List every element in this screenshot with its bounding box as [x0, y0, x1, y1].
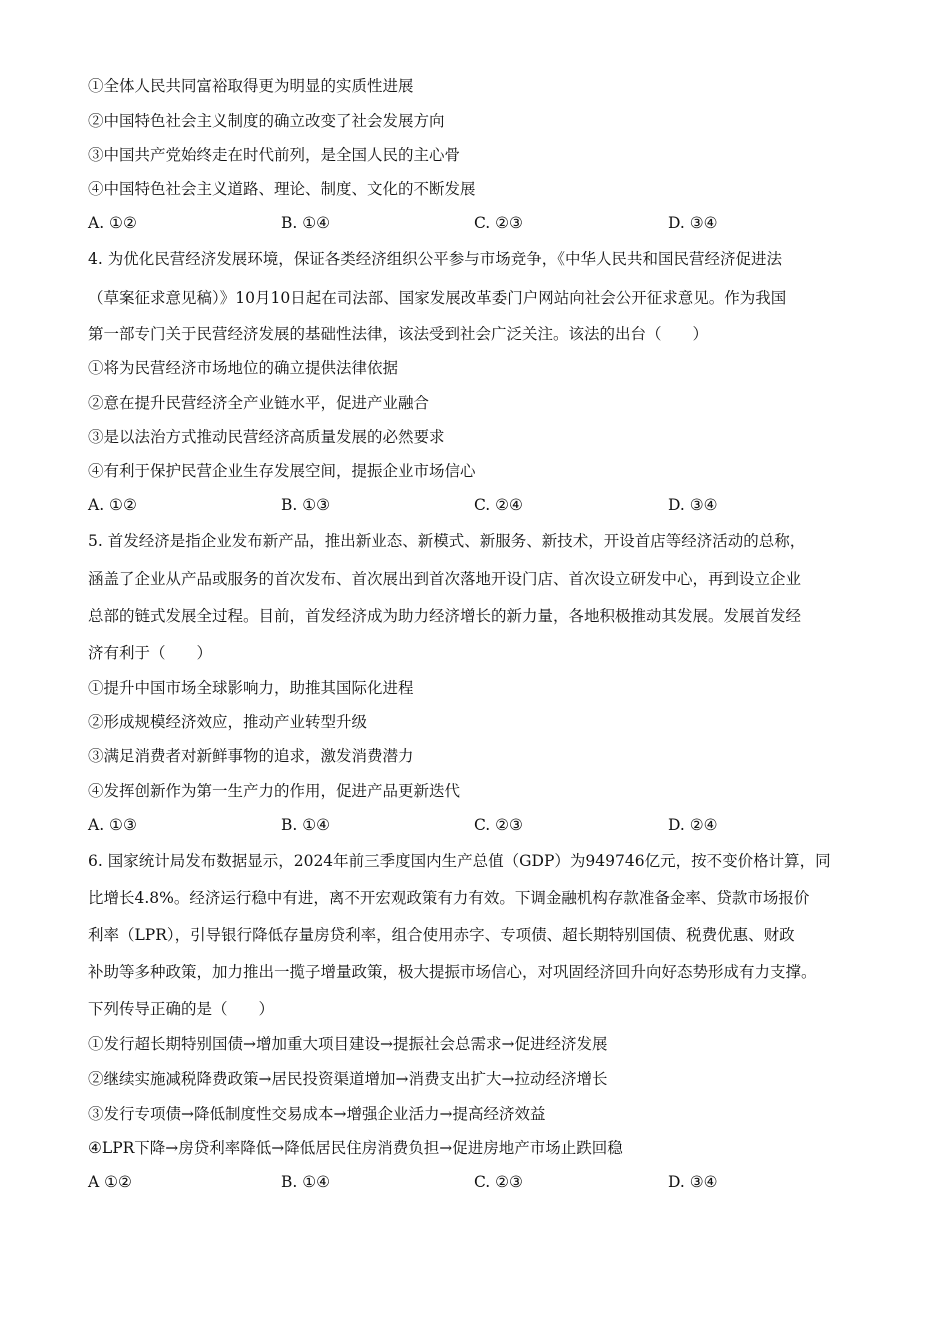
q6-stem-3: 利率（LPR），引导银行降低存量房贷利率，组合使用赤字、专项债、超长期特别国债、税费优惠、财政: [88, 926, 795, 944]
q4-options: [88, 495, 878, 515]
q5-option-c: C. ②③: [474, 816, 523, 834]
q4-stem-3: 第一部专门关于民营经济发展的基础性法律，该法受到社会广泛关注。该法的出台（ ）: [88, 325, 709, 343]
q4-stem-1: 4. 为优化民营经济发展环境，保证各类经济组织公平参与市场竞争，《中华人民共和国民营经济促进法: [88, 250, 782, 268]
q3-item-4: ④中国特色社会主义道路、理论、制度、文化的不断发展: [88, 180, 476, 198]
q3-option-c: C. ②③: [474, 214, 523, 232]
q5-item-4: ④发挥创新作为第一生产力的作用，促进产品更新迭代: [88, 782, 461, 800]
q6-options: [88, 1172, 878, 1192]
q6-stem-4: 补助等多种政策，加力推出一揽子增量政策，极大提振市场信心，对巩固经济回升向好态势形成有力支撑。: [88, 963, 817, 981]
q5-stem-3: 总部的链式发展全过程。目前，首发经济成为助力经济增长的新力量，各地积极推动其发展。发展首发经: [88, 607, 802, 625]
q6-stem-1: 6. 国家统计局发布数据显示，2024年前三季度国内生产总值（GDP）为949746亿元，按不变价格计算，同: [88, 852, 831, 870]
q6-option-b: B. ①④: [281, 1173, 331, 1191]
q4-item-1: ①将为民营经济市场地位的确立提供法律依据: [88, 359, 399, 377]
q6-option-a: A ①②: [88, 1173, 132, 1191]
q6-option-c: C. ②③: [474, 1173, 523, 1191]
q5-item-1: ①提升中国市场全球影响力，助推其国际化进程: [88, 679, 414, 697]
q3-item-1: ①全体人民共同富裕取得更为明显的实质性进展: [88, 77, 414, 95]
q3-item-3: ③中国共产党始终走在时代前列，是全国人民的主心骨: [88, 146, 461, 164]
q4-stem-2: （草案征求意见稿）》10月10日起在司法部、国家发展改革委门户网站向社会公开征求意见。作为我国: [88, 289, 787, 307]
q3-option-b: B. ①④: [281, 214, 331, 232]
q6-option-d: D. ③④: [668, 1173, 718, 1191]
q5-option-b: B. ①④: [281, 816, 331, 834]
q3-option-a: A. ①②: [88, 214, 137, 232]
q4-item-2: ②意在提升民营经济全产业链水平，促进产业融合: [88, 394, 430, 412]
q6-item-4: ④LPR下降→房贷利率降低→降低居民住房消费负担→促进房地产市场止跌回稳: [88, 1139, 623, 1157]
q4-item-4: ④有利于保护民营企业生存发展空间，提振企业市场信心: [88, 462, 476, 480]
q6-item-2: ②继续实施减税降费政策→居民投资渠道增加→消费支出扩大→拉动经济增长: [88, 1070, 608, 1088]
q4-option-c: C. ②④: [474, 496, 523, 514]
q6-stem-5: 下列传导正确的是（ ）: [88, 1000, 275, 1018]
q5-item-3: ③满足消费者对新鲜事物的追求，激发消费潜力: [88, 747, 414, 765]
q4-option-b: B. ①③: [281, 496, 331, 514]
q5-option-a: A. ①③: [88, 816, 137, 834]
q6-item-1: ①发行超长期特别国债→增加重大项目建设→提振社会总需求→促进经济发展: [88, 1035, 608, 1053]
q4-option-a: A. ①②: [88, 496, 137, 514]
q5-stem-4: 济有利于（ ）: [88, 644, 213, 662]
q6-item-3: ③发行专项债→降低制度性交易成本→增强企业活力→提高经济效益: [88, 1105, 546, 1123]
q5-option-d: D. ②④: [668, 816, 718, 834]
q3-option-d: D. ③④: [668, 214, 718, 232]
q3-options: [88, 213, 878, 233]
q5-stem-2: 涵盖了企业从产品或服务的首次发布、首次展出到首次落地开设门店、首次设立研发中心，再到设立企业: [88, 570, 802, 588]
q4-item-3: ③是以法治方式推动民营经济高质量发展的必然要求: [88, 428, 445, 446]
q5-options: [88, 815, 878, 835]
q4-option-d: D. ③④: [668, 496, 718, 514]
q5-item-2: ②形成规模经济效应，推动产业转型升级: [88, 713, 368, 731]
q6-stem-2: 比增长4.8%。经济运行稳中有进，离不开宏观政策有力有效。下调金融机构存款准备金率、贷款市场报价: [88, 889, 810, 907]
q3-item-2: ②中国特色社会主义制度的确立改变了社会发展方向: [88, 112, 445, 130]
q5-stem-1: 5. 首发经济是指企业发布新产品，推出新业态、新模式、新服务、新技术，开设首店等经济活动的总称，: [88, 532, 806, 550]
